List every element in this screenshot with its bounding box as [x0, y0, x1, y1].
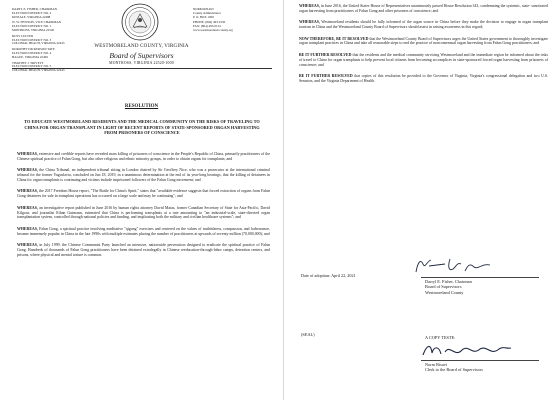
paragraph-text: that the Westmoreland County Board of Supervisors urges the United States government to thoroughly investigate organ transplant practices in China and take all reasonable steps to end the practice of nonconsensual organ harvesting from Falun Gong practitioners; and: [299, 36, 548, 46]
chairman-title-board: Board of Supervisors: [425, 284, 462, 290]
letterhead-left-place: MONTROSS, VIRGINIA 22520: [12, 28, 55, 32]
letterhead-administration: [193, 8, 273, 33]
adoption-date-value: April 22, 2021: [331, 273, 356, 278]
resolution-paragraph: [299, 4, 548, 14]
clerk-title: Clerk to the Board of Supervisors: [425, 367, 483, 373]
resolution-paragraph: [17, 227, 270, 237]
resolution-paragraph: [299, 37, 548, 47]
letterhead-left-place: COLONIAL BEACH, VIRGINIA 22443: [12, 42, 65, 46]
resolution-paragraph: [299, 20, 548, 30]
paragraph-lead: WHEREAS,: [17, 205, 38, 210]
letterhead-right-place: P. O. BOX 1000: [193, 15, 214, 19]
paragraph-text: that copies of this resolution be provided to the Governor of Virginia, Virginia's congressional delegation and two U.S. Senators, and the Virginia Department of Health.: [299, 73, 548, 83]
paragraph-text: the China Tribunal, an independent tribunal sitting in London chaired by Sir Geoffrey Nice, who was a prosecutor at the international criminal tribunal for the former Yugoslavia, concluded on Jun 18, 2019, in a unanimous determination at the end of its year-long hearings, that the killing of detainees in China for organ transplants is continuing and victims include imprisoned followers of the Falun Gong movement; and: [17, 168, 270, 182]
letterhead-right-role: County Administrator: [193, 11, 221, 15]
paragraph-text: in June 2016, the United States House of Representatives unanimously passed House Resolution 343, condemning the systemic, state- sanctioned organ harvesting from practitioners of Falun Gong and other prisoners of conscience; and: [299, 4, 548, 13]
chairman-name: Darryl E. Fisher, Chairman: [425, 279, 472, 284]
chairman-block: [425, 279, 472, 295]
letterhead-left-role: ELECTION DISTRICT NO. 4: [12, 51, 52, 55]
paragraph-text: in July 1999, the Chinese Communist Party launched an intensive, nationwide persecution designed to eradicate the spiritual practice of Falun Gong. Hundreds of thousands of Falun Gong practitioners have been detained extralegally in Chinese reeducation-through-labor camps, detention centers, and prisons, where physical and mental torture is common.: [17, 243, 270, 257]
letterhead-left-place: COLONIAL BEACH, VIRGINIA 22443: [12, 69, 65, 73]
adoption-date-line: [301, 273, 356, 278]
resolution-paragraph: [17, 206, 270, 221]
resolution-paragraph: [299, 74, 548, 84]
clerk-signature: [417, 340, 517, 362]
resolution-paragraph: [299, 53, 548, 68]
letterhead-left-name: DARYL E. FISHER, CHAIRMAN: [12, 8, 57, 11]
letterhead-left-role: ELECTION DISTRICT NO. 1: [12, 25, 52, 29]
paragraph-text: the 2017 Freedom House report, "The Battle for China's Spirit," states that "available evidence suggests that forced extraction of organs from Falun Gong detainees for sale in transplant operations has occurred on a large scale and may be continuing"; and: [17, 189, 270, 199]
paragraph-lead: WHEREAS,: [17, 189, 38, 194]
letterhead-right-name: NORM RISAVI: [193, 8, 214, 11]
resolution-paragraph: [17, 152, 270, 162]
copy-teste-label: A COPY TESTE:: [425, 335, 456, 340]
resolution-paragraph: [17, 168, 270, 183]
letterhead-right-role: FAX: (804) 493-0134: [193, 25, 221, 29]
resolution-paragraph: [17, 243, 270, 258]
paragraph-lead: WHEREAS,: [299, 4, 320, 8]
chairman-title-county: Westmoreland County: [425, 289, 464, 295]
letterhead-left-name: RUSS CULVER: [12, 34, 34, 38]
resolution-page-2: [284, 0, 560, 400]
paragraph-text: that the residents and the medical community servicing Westmoreland and the immediate region be informed about the risks of travel to China for organ transplants to help prevent local citizens from becoming accomplices in state-sponsored forced organ harvesting from prisoners of conscience; and: [299, 52, 548, 67]
letterhead-left-place: HAGUE, VIRGINIA 22469: [12, 55, 48, 59]
letterhead-left-role: ELECTION DISTRICT NO. 5: [12, 65, 52, 69]
letterhead-left-role: ELECTION DISTRICT NO. 2: [12, 11, 52, 15]
letterhead-left-role: ELECTION DISTRICT NO. 3: [12, 38, 52, 42]
resolution-heading: TO EDUCATE WESTMORELAND RESIDENTS AND THE MEDICAL COMMUNITY ON THE RISKS OF TRAVELING TO CHINA FOR ORGAN TRANSPLANT IN LIGHT OF RECENT REPORTS OF STATE-SPONSORED ORGAN HARVESTING FROM PRISONERS OF CONSCIENCE: [24, 119, 260, 135]
letterhead-right-name: PHONE: (804) 493-0130: [193, 21, 226, 25]
county-seal: [121, 3, 159, 41]
chairman-signature-line: [421, 277, 539, 278]
paragraph-lead: WHEREAS,: [299, 20, 320, 25]
seal-label: (SEAL): [301, 332, 315, 337]
paragraph-lead: BE IT FURTHER RESOLVED: [299, 73, 353, 78]
paragraph-lead: NOW THEREFORE, BE IT RESOLVED: [299, 36, 369, 41]
chairman-signature: [410, 255, 500, 277]
adoption-date-label: Date of adoption:: [301, 273, 331, 278]
letterhead-left-place: KINSALE, VIRGINIA 22488: [12, 15, 51, 19]
clerk-signature-line: [421, 360, 539, 361]
clerk-name: Norm Risavi: [425, 362, 448, 367]
letterhead-left-name: TIMOTHY J. TRIVETT: [12, 61, 44, 65]
paragraph-text: extensive and credible reports have revealed mass killing of prisoners of conscience in the People's Republic of China, primarily practitioners of the Chinese spiritual practice of Falun Gong, but also other religious and ethnic minority groups, in order to obtain organs for transplants; and: [17, 152, 270, 161]
paragraph-text: an investigative report published in June 2016 by human rights attorney David Matas, former Canadian Secretary of State for Asia-Pacific, David Kilgour, and journalist Ethan Gutmann, estimated that China is performing transplants at a rate amounting to "an industrial-scale, state-directed organ transplantation system, controlled through national policies and funding, and implicating both the military and civilian healthcare systems"; and: [17, 205, 270, 220]
county-address: MONTROSS, VIRGINIA 22520-1000: [109, 61, 174, 65]
letterhead-rule: [12, 68, 272, 69]
paragraph-lead: BE IT FURTHER RESOLVED: [299, 52, 352, 57]
resolution-body-page-2: [299, 4, 548, 90]
paragraph-lead: WHEREAS,: [17, 168, 38, 173]
paragraph-lead: WHEREAS,: [17, 152, 38, 156]
paragraph-lead: WHEREAS,: [17, 226, 38, 231]
paragraph-lead: WHEREAS,: [17, 243, 38, 248]
paragraph-text: Falun Gong, a spiritual practice involving meditative "qigong" exercises and centered on the values of truthfulness, compassion, and forbearance, became immensely popular in China in the late 1990s with multiple estimates placing the number of practitioners at upwards of seventy million (70,000,000); and: [17, 226, 270, 236]
letterhead-left-name: DOROTHY DICKERSON TATE: [12, 48, 55, 52]
clerk-block: [425, 362, 483, 373]
letterhead-right-place: www.westmoreland-county.org: [193, 28, 233, 32]
resolution-body-page-1: [17, 152, 270, 264]
resolution-title: RESOLUTION: [124, 104, 159, 109]
paragraph-text: Westmoreland residents should be fully informed of the organ source in China before they make the decision to engage in organ transplant tourism in China and the Westmoreland County Board of Supervisors should assist in raising awareness in this regard;: [299, 20, 548, 30]
letterhead-left-name: W. W. HYNSON, VICE CHAIRMAN: [12, 21, 61, 25]
board-name: Board of Supervisors: [109, 51, 174, 60]
resolution-paragraph: [17, 189, 270, 199]
county-name: WESTMORELAND COUNTY, VIRGINIA: [94, 44, 189, 49]
